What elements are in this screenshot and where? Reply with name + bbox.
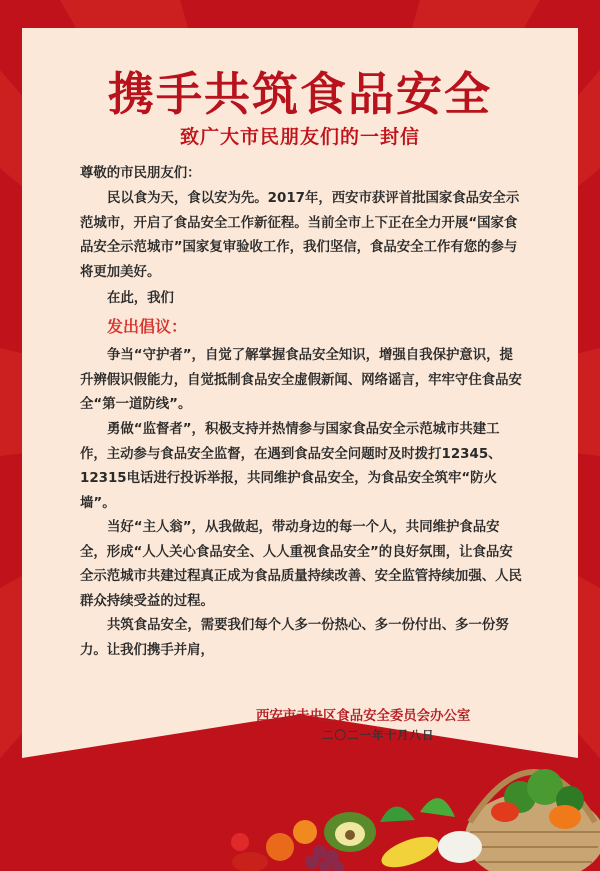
paragraph-closing: 共筑食品安全，需要我们每个人多一份热心、多一份付出、多一份努力。让我们携手并肩， <box>80 618 509 658</box>
paragraph-supervisor: 勇做“监督者”，积极支持并热情参与国家食品安全示范城市共建工作，主动参与食品安全监督，在遇到食品安全问题时及时拨打12345、12315电话进行投诉举报，共同维护食品安全，为食品安全筑牢“防火墙”。 <box>80 422 502 511</box>
paragraph-owner: 当好“主人翁”，从我做起，带动身边的每一个人，共同维护食品安全，形成“人人关心食品安全、人人重视食品安全”的良好氛围，让食品安全示范城市共建过程真正成为食品质量持续改善、安全监管持续加强、人民群众持续受益的过程。 <box>80 520 522 609</box>
vegetable-basket-icon <box>220 742 600 871</box>
page-subtitle: 致广大市民朋友们的一封信 <box>179 126 420 148</box>
signature: 西安市未央区食品安全委员会办公室 <box>256 709 471 724</box>
paragraph-intro: 民以食为天，食以安为先。2017年，西安市获评首批国家食品安全示范城市，开启了食品安全工作新征程。当前全市上下正在全力开展“国家食品安全示范城市”国家复审验收工作，我们坚信，食品安全工作有您的参与将更加美好。 <box>80 191 520 280</box>
letter-date: 二〇二一年十月八日 <box>322 728 435 742</box>
paragraph-lead: 在此，我们 <box>107 291 174 306</box>
page-title: 携手共筑食品安全 <box>108 67 492 121</box>
proposal-heading: 发出倡议： <box>107 317 188 336</box>
letter-greeting: 尊敬的市民朋友们： <box>80 166 201 181</box>
paragraph-guardian: 争当“守护者”，自觉了解掌握食品安全知识，增强自我保护意识，提升辨假识假能力，自觉抵制食品安全虚假新闻、网络谣言，牢牢守住食品安全“第一道防线”。 <box>80 348 522 413</box>
